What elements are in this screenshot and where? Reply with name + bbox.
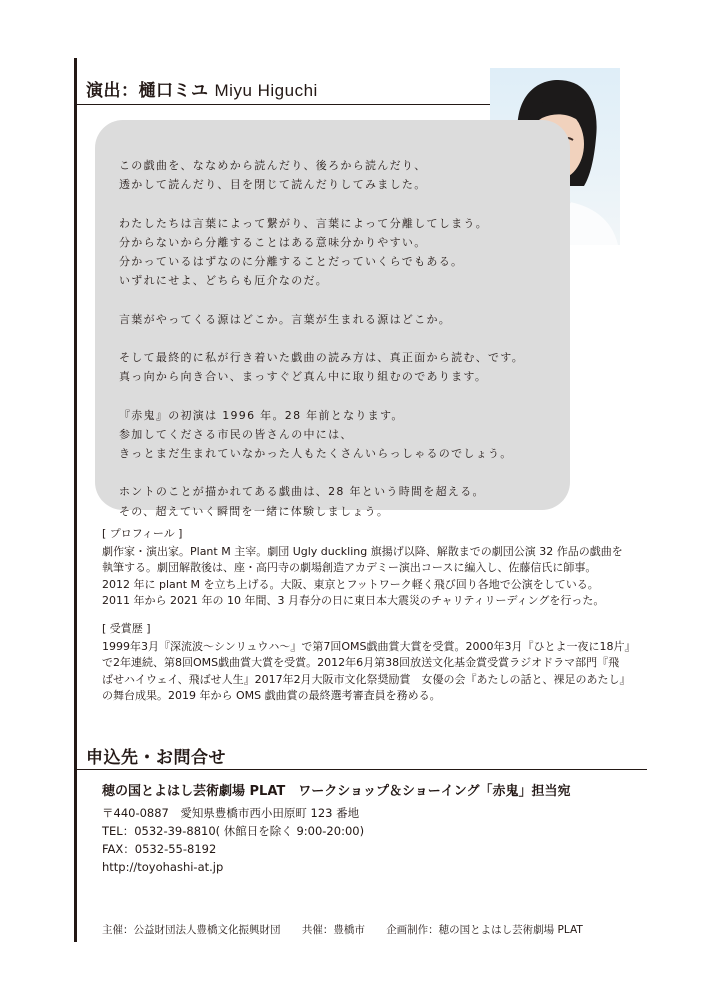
paragraph-gap xyxy=(119,329,539,348)
awards-section xyxy=(102,621,662,705)
message-line: 言葉がやってくる源はどこか。言葉が生まれる源はどこか。 xyxy=(119,312,452,326)
footer-host: 主催：公益財団法人豊橋文化振興財団 xyxy=(102,924,281,936)
message-line: そして最終的に私が行き着いた戯曲の読み方は、真正面から読む、です。 xyxy=(119,350,525,364)
profile-section xyxy=(102,526,662,610)
director-heading-ja: 演出：樋口ミユ xyxy=(86,81,209,101)
left-rule xyxy=(74,58,77,942)
contact-details xyxy=(102,804,364,876)
message-line: 真っ向から向き合い、まっすぐど真ん中に取り組むのであります。 xyxy=(119,370,488,384)
credits-footer xyxy=(102,922,601,937)
paragraph-gap xyxy=(119,194,539,213)
director-heading xyxy=(86,76,318,101)
message-line: その、超えていく瞬間を一緒に体験しましょう。 xyxy=(119,504,390,518)
profile-text xyxy=(102,544,662,610)
awards-line: 1999年3月『深流波〜シンリュウハ〜』で第7回OMS戯曲賞大賞を受賞。2000年3月『ひとよ一夜に18片』 xyxy=(102,639,636,653)
director-message xyxy=(119,156,539,521)
message-line: 透かして読んだり、目を閉じて読んだりしてみました。 xyxy=(119,178,427,192)
contact-rule xyxy=(77,769,647,770)
contact-organization: 穂の国とよはし芸術劇場 PLAT ワークショップ＆ショーイング「赤鬼」担当宛 xyxy=(102,784,571,799)
message-line: わたしたちは言葉によって繋がり、言葉によって分離してしまう。 xyxy=(119,216,488,230)
awards-line: ばせハイウェイ、飛ばせ人生』2017年2月大阪市文化祭奨励賞 女優の会『あたしの話と、裸足のあたし』 xyxy=(102,672,631,686)
message-line: きっとまだ生まれていなかった人もたくさんいらっしゃるのでしょう。 xyxy=(119,446,513,460)
profile-label: [ プロフィール ] xyxy=(102,527,183,540)
profile-line: 2011 年から 2021 年の 10 年間、3 月春分の日に東日本大震災のチャリティリーディングを行った。 xyxy=(102,594,605,607)
message-line: 『赤鬼』の初演は 1996 年。28 年前となります。 xyxy=(119,408,404,422)
message-line: ホントのことが描かれてある戯曲は、28 年という時間を超える。 xyxy=(119,485,485,499)
profile-line: 2012 年に plant M を立ち上げる。大阪、東京とフットワーク軽く飛び回り各地で公演をしている。 xyxy=(102,577,599,591)
paragraph-gap xyxy=(119,386,539,405)
heading-rule xyxy=(77,104,490,105)
contact-heading: 申込先・お問合せ xyxy=(86,748,226,768)
profile-line: 劇作家・演出家。Plant M 主宰。劇団 Ugly duckling 旗揚げ以降、解散までの劇団公演 32 作品の戯曲を xyxy=(102,544,623,558)
message-line: 分かっているはずなのに分離することだっていくらでもある。 xyxy=(119,255,464,268)
awards-label: [ 受賞歴 ] xyxy=(102,622,151,635)
paragraph-gap xyxy=(119,463,539,482)
paragraph-gap xyxy=(119,290,539,309)
director-heading-en: Miyu Higuchi xyxy=(214,81,318,100)
contact-line: FAX：0532-55-8192 xyxy=(102,842,217,856)
message-line: 参加してくださる市民の皆さんの中には、 xyxy=(119,427,353,441)
contact-line: TEL：0532-39-8810( 休館日を除く 9:00-20:00) xyxy=(102,824,365,838)
profile-line: 執筆する。劇団解散後は、座・高円寺の劇場創造アカデミー演出コースに編入し、佐藤信氏に師事。 xyxy=(102,561,597,574)
message-line: 分からないから分離することはある意味分かりやすい。 xyxy=(119,235,427,249)
awards-text xyxy=(102,639,662,705)
awards-line: で2年連続、第8回OMS戯曲賞大賞を受賞。2012年6月第38回放送文化基金賞受賞ラジオドラマ部門『飛 xyxy=(102,656,620,669)
footer-cohost: 共催：豊橋市 xyxy=(301,924,365,936)
contact-line: http://toyohashi-at.jp xyxy=(102,860,224,874)
footer-production: 企画制作：穂の国とよはし芸術劇場 PLAT xyxy=(386,924,583,936)
contact-line: 〒440-0887 愛知県豊橋市西小田原町 123 番地 xyxy=(102,806,360,820)
awards-line: の舞台成果。2019 年から OMS 戯曲賞の最終選考審査員を務める。 xyxy=(102,689,441,702)
message-line: この戯曲を、ななめから読んだり、後ろから読んだり、 xyxy=(119,159,427,172)
message-line: いずれにせよ、どちらも厄介なのだ。 xyxy=(119,274,329,288)
